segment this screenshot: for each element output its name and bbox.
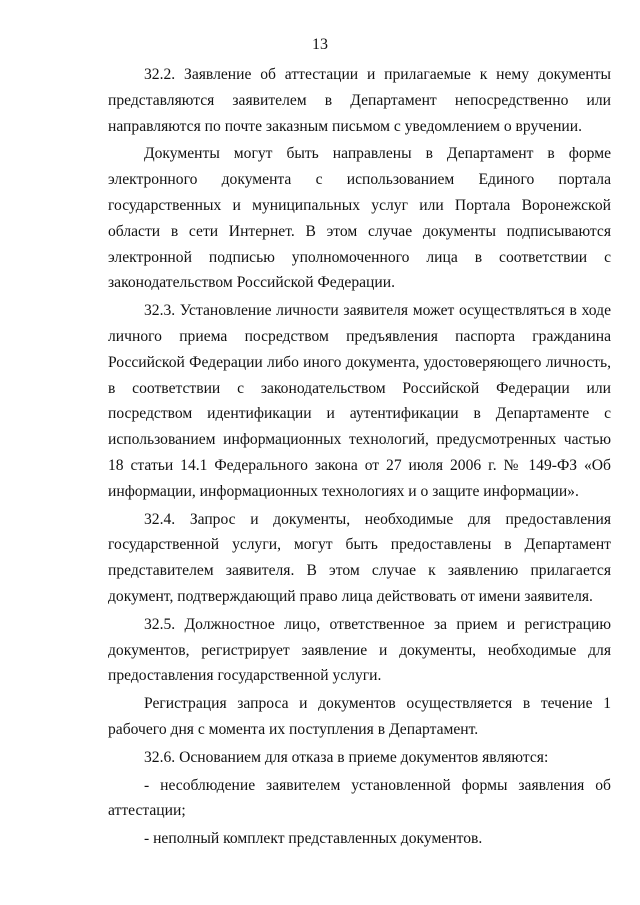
- paragraph-32-2: 32.2. Заявление об аттестации и прилагаемые к нему документы представляются заявителем в Департамент непосредственно или направляются по почте заказным письмом с уведомлением о вручении.: [108, 66, 611, 135]
- page-number: 13: [312, 36, 328, 53]
- paragraph-registration: Регистрация запроса и документов осуществляется в течение 1 рабочего дня с момента их поступления в Департамент.: [108, 695, 611, 738]
- list-item-form-noncompliance: - несоблюдение заявителем установленной формы заявления об аттестации;: [108, 776, 611, 820]
- list-item-incomplete-set: - неполный комплект представленных документов.: [144, 830, 483, 848]
- paragraph-32-3: 32.3. Установление личности заявителя может осуществляться в ходе личного приема посредством предъявления паспорта гражданина Российской Федерации либо иного документа, удостоверяющего личность, в соответствии с законодательством Российской Федерации или посредством идентификации и аутентификации в Департаменте с использованием информационных технологий, предусмотренных частью 18 статьи 14.1 Федерального закона от 27 июля 2006 г. № 149-ФЗ «Об информации, информационных технологиях и о защите информации».: [108, 302, 611, 500]
- paragraph-electronic-submission: Документы могут быть направлены в Департамент в форме электронного документа с использованием Единого портала государственных и муниципальных услуг или Портала Воронежской области в сети Интернет. В этом случае документы подписываются электронной подписью уполномоченного лица в соответствии с законодательством Российской Федерации.: [108, 145, 611, 292]
- paragraph-32-6: 32.6. Основанием для отказа в приеме документов являются:: [144, 748, 549, 766]
- document-body: [108, 62, 611, 852]
- paragraph-32-4: 32.4. Запрос и документы, необходимые для предоставления государственной услуги, могут быть предоставлены в Департамент представителем заявителя. В этом случае к заявлению прилагается документ, подтверждающий право лица действовать от имени заявителя.: [108, 510, 611, 605]
- paragraph-32-5: 32.5. Должностное лицо, ответственное за прием и регистрацию документов, регистрирует заявление и документы, необходимые для предоставления государственной услуги.: [108, 615, 611, 685]
